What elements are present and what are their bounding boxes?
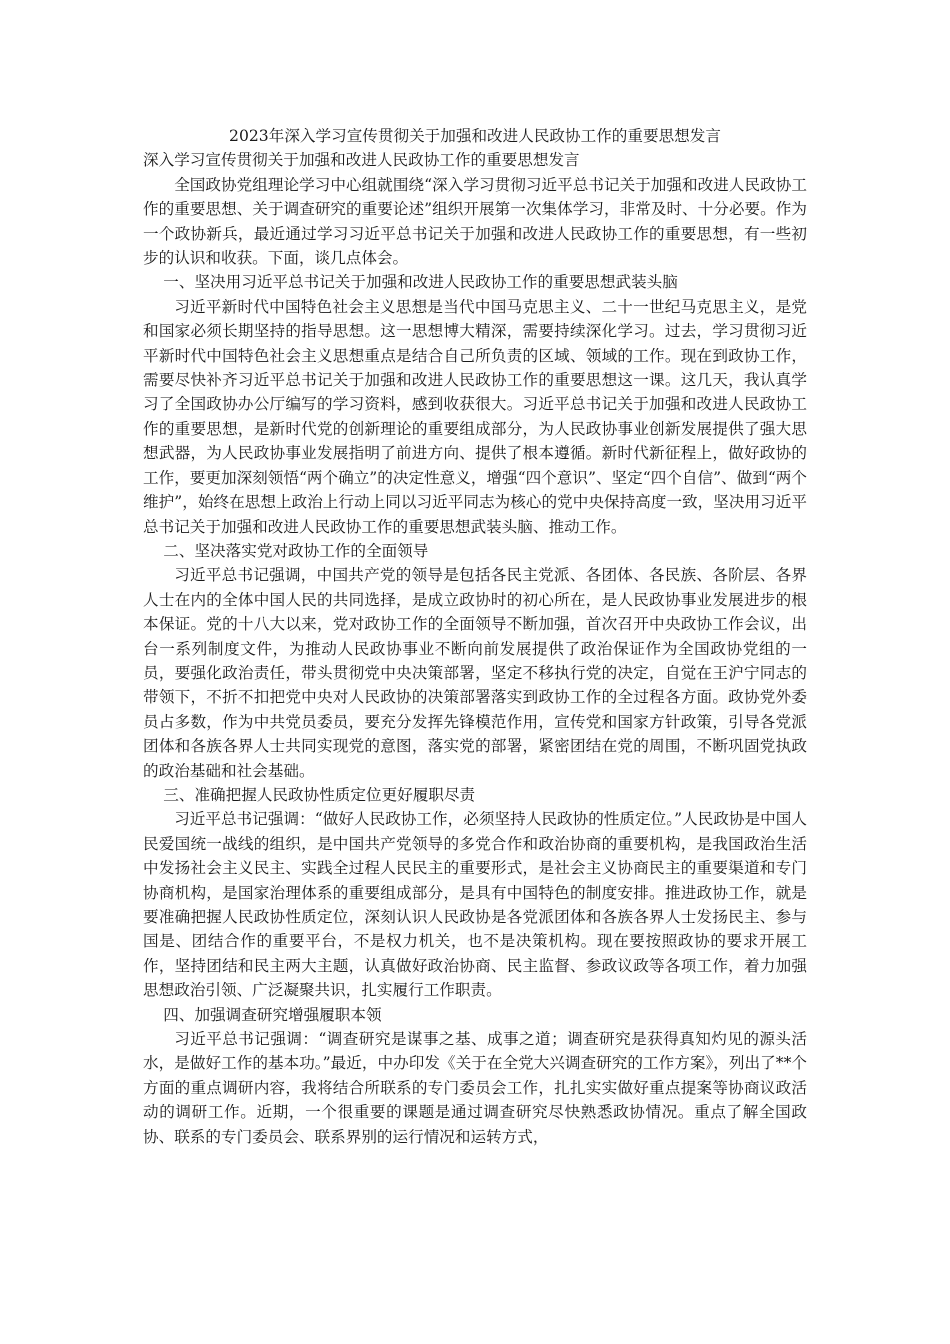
section-4-heading: 四、加强调查研究增强履职本领 <box>163 1005 382 1024</box>
section-3-body: 习近平总书记强调：“做好人民政协工作，必须坚持人民政协的性质定位。”人民政协是中国人民爱国统一战线的组织，是中国共产党领导的多党合作和政治协商的重要机构，是我国政治生活中发扬社会主义民主、实践全过程人民民主的重要形式，是社会主义协商民主的重要渠道和专门协商机构，是国家治理体系的重要组成部分，是具有中国特色的制度安排。推进政协工作，就是要准确把握人民政协性质定位，深刻认识人民政协是各党派团体和各族各界人士发扬民主、参与国是、团结合作的重要平台，不是权力机关，也不是决策机构。现在要按照政协的要求开展工作，坚持团结和民主两大主题，认真做好政治协商、民主监督、参政议政等各项工作，着力加强思想政治引领、广泛凝聚共识，扎实履行工作职责。 <box>143 810 807 1000</box>
intro-paragraph: 全国政协党组理论学习中心组就围绕“深入学习贯彻习近平总书记关于加强和改进人民政协工作的重要思想、关于调查研究的重要论述”组织开展第一次集体学习，非常及时、十分必要。作为一个政协新兵，最近通过学习习近平总书记关于加强和改进人民政协工作的重要思想，有一些初步的认识和收获。下面，谈几点体会。 <box>143 175 807 268</box>
document-subtitle: 深入学习宣传贯彻关于加强和改进人民政协工作的重要思想发言 <box>143 151 580 170</box>
section-3-heading: 三、准确把握人民政协性质定位更好履职尽责 <box>163 785 476 804</box>
document-title: 2023年深入学习宣传贯彻关于加强和改进人民政协工作的重要思想发言 <box>229 127 721 145</box>
section-1-heading: 一、坚决用习近平总书记关于加强和改进人民政协工作的重要思想武装头脑 <box>163 273 678 292</box>
section-1-body: 习近平新时代中国特色社会主义思想是当代中国马克思主义、二十一世纪马克思主义，是党和国家必须长期坚持的指导思想。这一思想博大精深，需要持续深化学习。过去，学习贯彻习近平新时代中国特色社会主义思想重点是结合自己所负责的区域、领域的工作。现在到政协工作，需要尽快补齐习近平总书记关于加强和改进人民政协工作的重要思想这一课。这几天，我认真学习了全国政协办公厅编写的学习资料，感到收获很大。习近平总书记关于加强和改进人民政协工作的重要思想，是新时代党的创新理论的重要组成部分，为人民政协事业创新发展提供了强大思想武器，为人民政协事业发展指明了前进方向、提供了根本遵循。新时代新征程上，做好政协的工作，要更加深刻领悟“两个确立”的决定性意义，增强“四个意识”、坚定“四个自信”、做到“两个维护”，始终在思想上政治上行动上同以习近平同志为核心的党中央保持高度一致，坚决用习近平总书记关于加强和改进人民政协工作的重要思想武装头脑、推动工作。 <box>143 297 807 536</box>
section-2-heading: 二、坚决落实党对政协工作的全面领导 <box>163 541 429 560</box>
document-content <box>143 124 807 1149</box>
section-2-body: 习近平总书记强调，中国共产党的领导是包括各民主党派、各团体、各民族、各阶层、各界人士在内的全体中国人民的共同选择，是成立政协时的初心所在，是人民政协事业发展进步的根本保证。党的十八大以来，党对政协工作的全面领导不断加强，首次召开中央政协工作会议，出台一系列制度文件，为推动人民政协事业不断向前发展提供了政治保证作为全国政协党组的一员，要强化政治责任，带头贯彻党中央决策部署，坚定不移执行党的决定，自觉在王沪宁同志的带领下，不折不扣把党中央对人民政协的决策部署落实到政协工作的全过程各方面。政协党外委员占多数，作为中共党员委员，要充分发挥先锋模范作用，宣传党和国家方针政策，引导各党派团体和各族各界人士共同实现党的意图，落实党的部署，紧密团结在党的周围，不断巩固党执政的政治基础和社会基础。 <box>143 566 807 780</box>
section-4-body: 习近平总书记强调：“调查研究是谋事之基、成事之道；调查研究是获得真知灼见的源头活水，是做好工作的基本功。”最近，中办印发《关于在全党大兴调查研究的工作方案》，列出了**个方面的重点调研内容，我将结合所联系的专门委员会工作，扎扎实实做好重点提案等协商议政活动的调研工作。近期，一个很重要的课题是通过调查研究尽快熟悉政协情况。重点了解全国政协、联系的专门委员会、联系界别的运行情况和运转方式， <box>143 1030 807 1146</box>
